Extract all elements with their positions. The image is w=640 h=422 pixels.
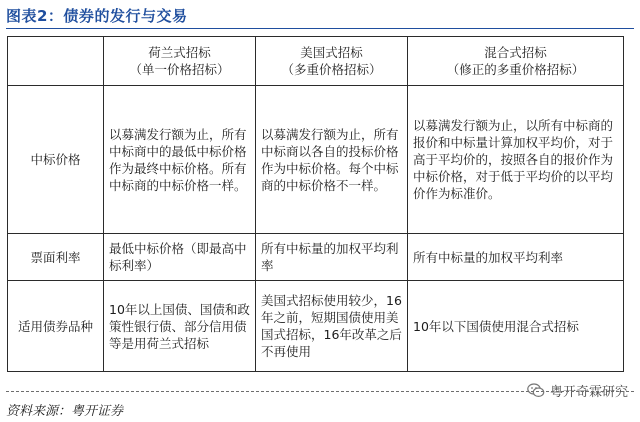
table-cell: 最低中标价格（即最高中标利率） (104, 234, 256, 281)
header-american-auction (256, 37, 408, 86)
watermark-text: 粤开奇霖研究 (549, 385, 628, 400)
row-label-coupon-rate: 票面利率 (8, 234, 104, 281)
table-cell: 所有中标量的加权平均利率 (256, 234, 408, 281)
table-row (8, 281, 624, 372)
table-cell: 以募满发行额为止，以所有中标商的报价和中标量计算加权平均价，对于高于平均价的，按照各自的报价作为中标价格，对于低于平均价的以平均价作为标准价。 (408, 86, 624, 234)
row-label-applicable-bonds: 适用债券品种 (8, 281, 104, 372)
table-header-row (8, 37, 624, 86)
table-cell: 美国式招标使用较少，16年之前，短期国债使用美国式招标，16年改革之后不再使用 (256, 281, 408, 372)
header-corner-cell (8, 37, 104, 86)
table-cell: 以募满发行额为止，所有中标商中的最低中标价格作为最终中标价格。所有中标商的中标价格一样。 (104, 86, 256, 234)
header-name: 荷兰式招标 (148, 45, 211, 60)
table-row (8, 86, 624, 234)
row-label-winning-price: 中标价格 (8, 86, 104, 234)
source-divider (6, 391, 634, 392)
figure-title: 图表2：债券的发行与交易 (6, 7, 188, 25)
header-name: 美国式招标 (300, 45, 363, 60)
title-divider (6, 28, 634, 29)
header-hybrid-auction (408, 37, 624, 86)
header-subtitle: （单一价格招标） (129, 62, 230, 77)
source-note: 资料来源：粤开证券 (6, 404, 124, 419)
table-cell: 10年以下国债使用混合式招标 (408, 281, 624, 372)
table-cell: 以募满发行额为止，所有中标商以各自的投标价格作为中标价格。每个中标商的中标价格不一样。 (256, 86, 408, 234)
table-row (8, 234, 624, 281)
header-name: 混合式招标 (484, 45, 547, 60)
header-subtitle: （修正的多重价格招标） (446, 62, 585, 77)
header-dutch-auction (104, 37, 256, 86)
header-subtitle: （多重价格招标） (281, 62, 382, 77)
table-cell: 10年以上国债、国债和政策性银行债、部分信用债等是用荷兰式招标 (104, 281, 256, 372)
bond-issuance-table (7, 36, 624, 372)
table-cell: 所有中标量的加权平均利率 (408, 234, 624, 281)
